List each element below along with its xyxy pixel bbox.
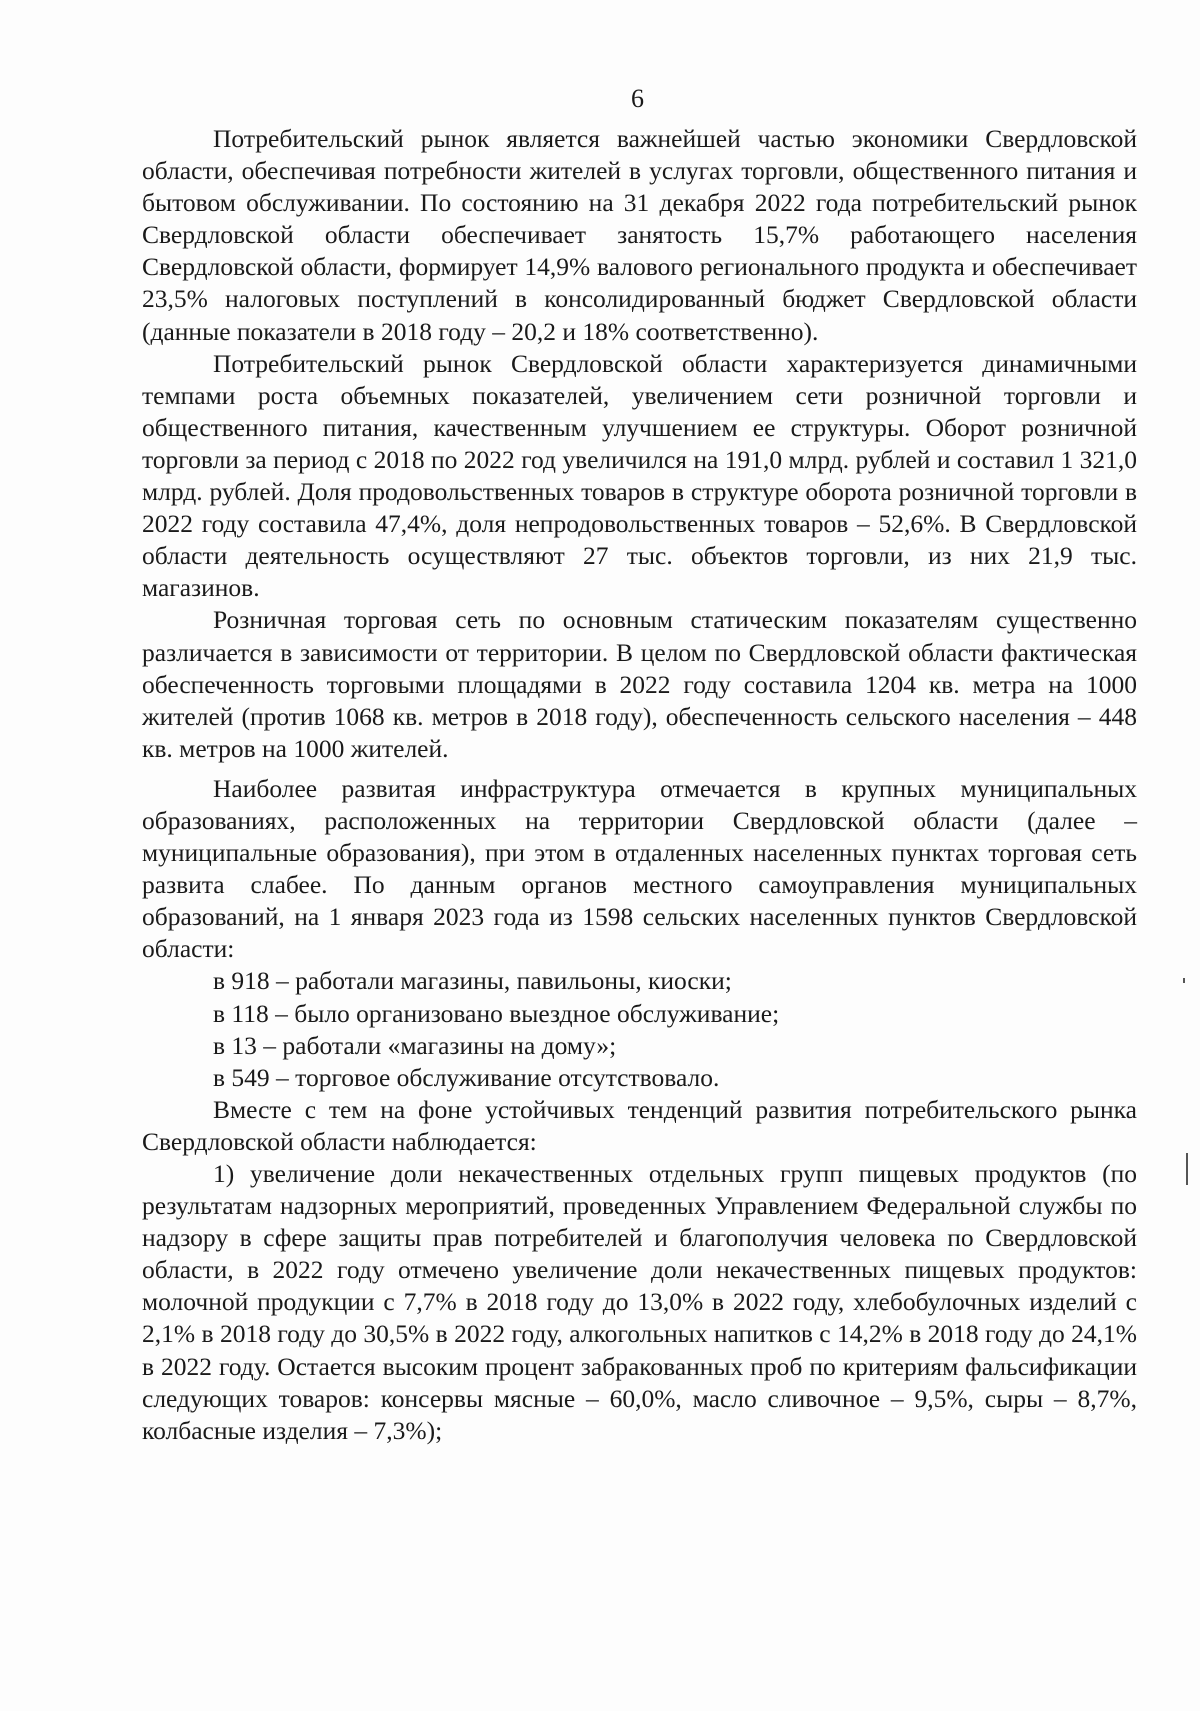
paragraph-infrastructure: Наиболее развитая инфраструктура отмечается в крупных муниципальных образованиях, расположенных на территории Свердловской области (далее – муниципальные образования), при этом в отдаленных населенных пунктах торговая сеть развита слабее. По данным органов местного самоуправления муниципальных образований, на 1 января 2023 года из 1598 сельских населенных пунктов Свердловской области: [142,773,1137,964]
paragraph-retail-network: Розничная торговая сеть по основным статическим показателям существенно различается в зависимости от территории. В целом по Свердловской области фактическая обеспеченность торговыми площадями в 2022 году составила 1204 кв. метра на 1000 жителей (против 1068 кв. метров в 2018 году), обеспеченность сельского населения – 448 кв. метров на 1000 жителей. [142,605,1137,763]
list-item-mobile-service: в 118 – было организовано выездное обслуживание; [213,998,780,1028]
paragraph-observed-trends: Вместе с тем на фоне устойчивых тенденций развития потребительского рынка Свердловской области наблюдается: [142,1094,1137,1156]
paragraph-consumer-market: Потребительский рынок является важнейшей частью экономики Свердловской области, обеспечивая потребности жителей в услугах торговли, общественного питания и бытовом обслуживании. По состоянию на 31 декабря 2022 года потребительский рынок Свердловской области обеспечивает занятость 15,7% работающего населения Свердловской области, формирует 14,9% валового регионального продукта и обеспечивает 23,5% налоговых поступлений в консолидированный бюджет Свердловской области (данные показатели в 2018 году – 20,2 и 18% соответственно). [142,124,1137,346]
list-item-no-service: в 549 – торговое обслуживание отсутствовало. [213,1062,720,1092]
scan-artifact-mark [1183,978,1185,983]
document-body [142,123,1137,1447]
paragraph-poor-quality-share: 1) увеличение доли некачественных отдельных групп пищевых продуктов (по результатам надзорных мероприятий, проведенных Управлением Федеральной службы по надзору в сфере защиты прав потребителей и благополучия человека по Свердловской области, в 2022 году отмечено увеличение доли некачественных пищевых продуктов: молочной продукции с 7,7% в 2018 году до 13,0% в 2022 году, хлебобулочных изделий с 2,1% в 2018 году до 30,5% в 2022 году, алкогольных напитков с 14,2% в 2018 году до 24,1% в 2022 году. Остается высоким процент забракованных проб по критериям фальсификации следующих товаров: консервы мясные – 60,0%, масло сливочное – 9,5%, сыры – 8,7%, колбасные изделия – 7,3%); [142,1159,1137,1445]
page-number: 6 [631,84,644,113]
list-item-home-stores: в 13 – работали «магазины на дому»; [213,1030,617,1060]
paragraph-market-dynamics: Потребительский рынок Свердловской области характеризуется динамичными темпами роста объемных показателей, увеличением сети розничной торговли и общественного питания, качественным улучшением ее структуры. Оборот розничной торговли за период с 2018 по 2022 год увеличился на 191,0 млрд. рублей и составил 1 321,0 млрд. рублей. Доля продовольственных товаров в структуре оборота розничной торговли в 2022 году составила 47,4%, доля непродовольственных товаров – 52,6%. В Свердловской области деятельность осуществляют 27 тыс. объектов торговли, из них 21,9 тыс. магазинов. [142,348,1137,603]
scan-artifact-line [1186,1153,1188,1185]
list-item-stores: в 918 – работали магазины, павильоны, киоски; [213,966,732,996]
